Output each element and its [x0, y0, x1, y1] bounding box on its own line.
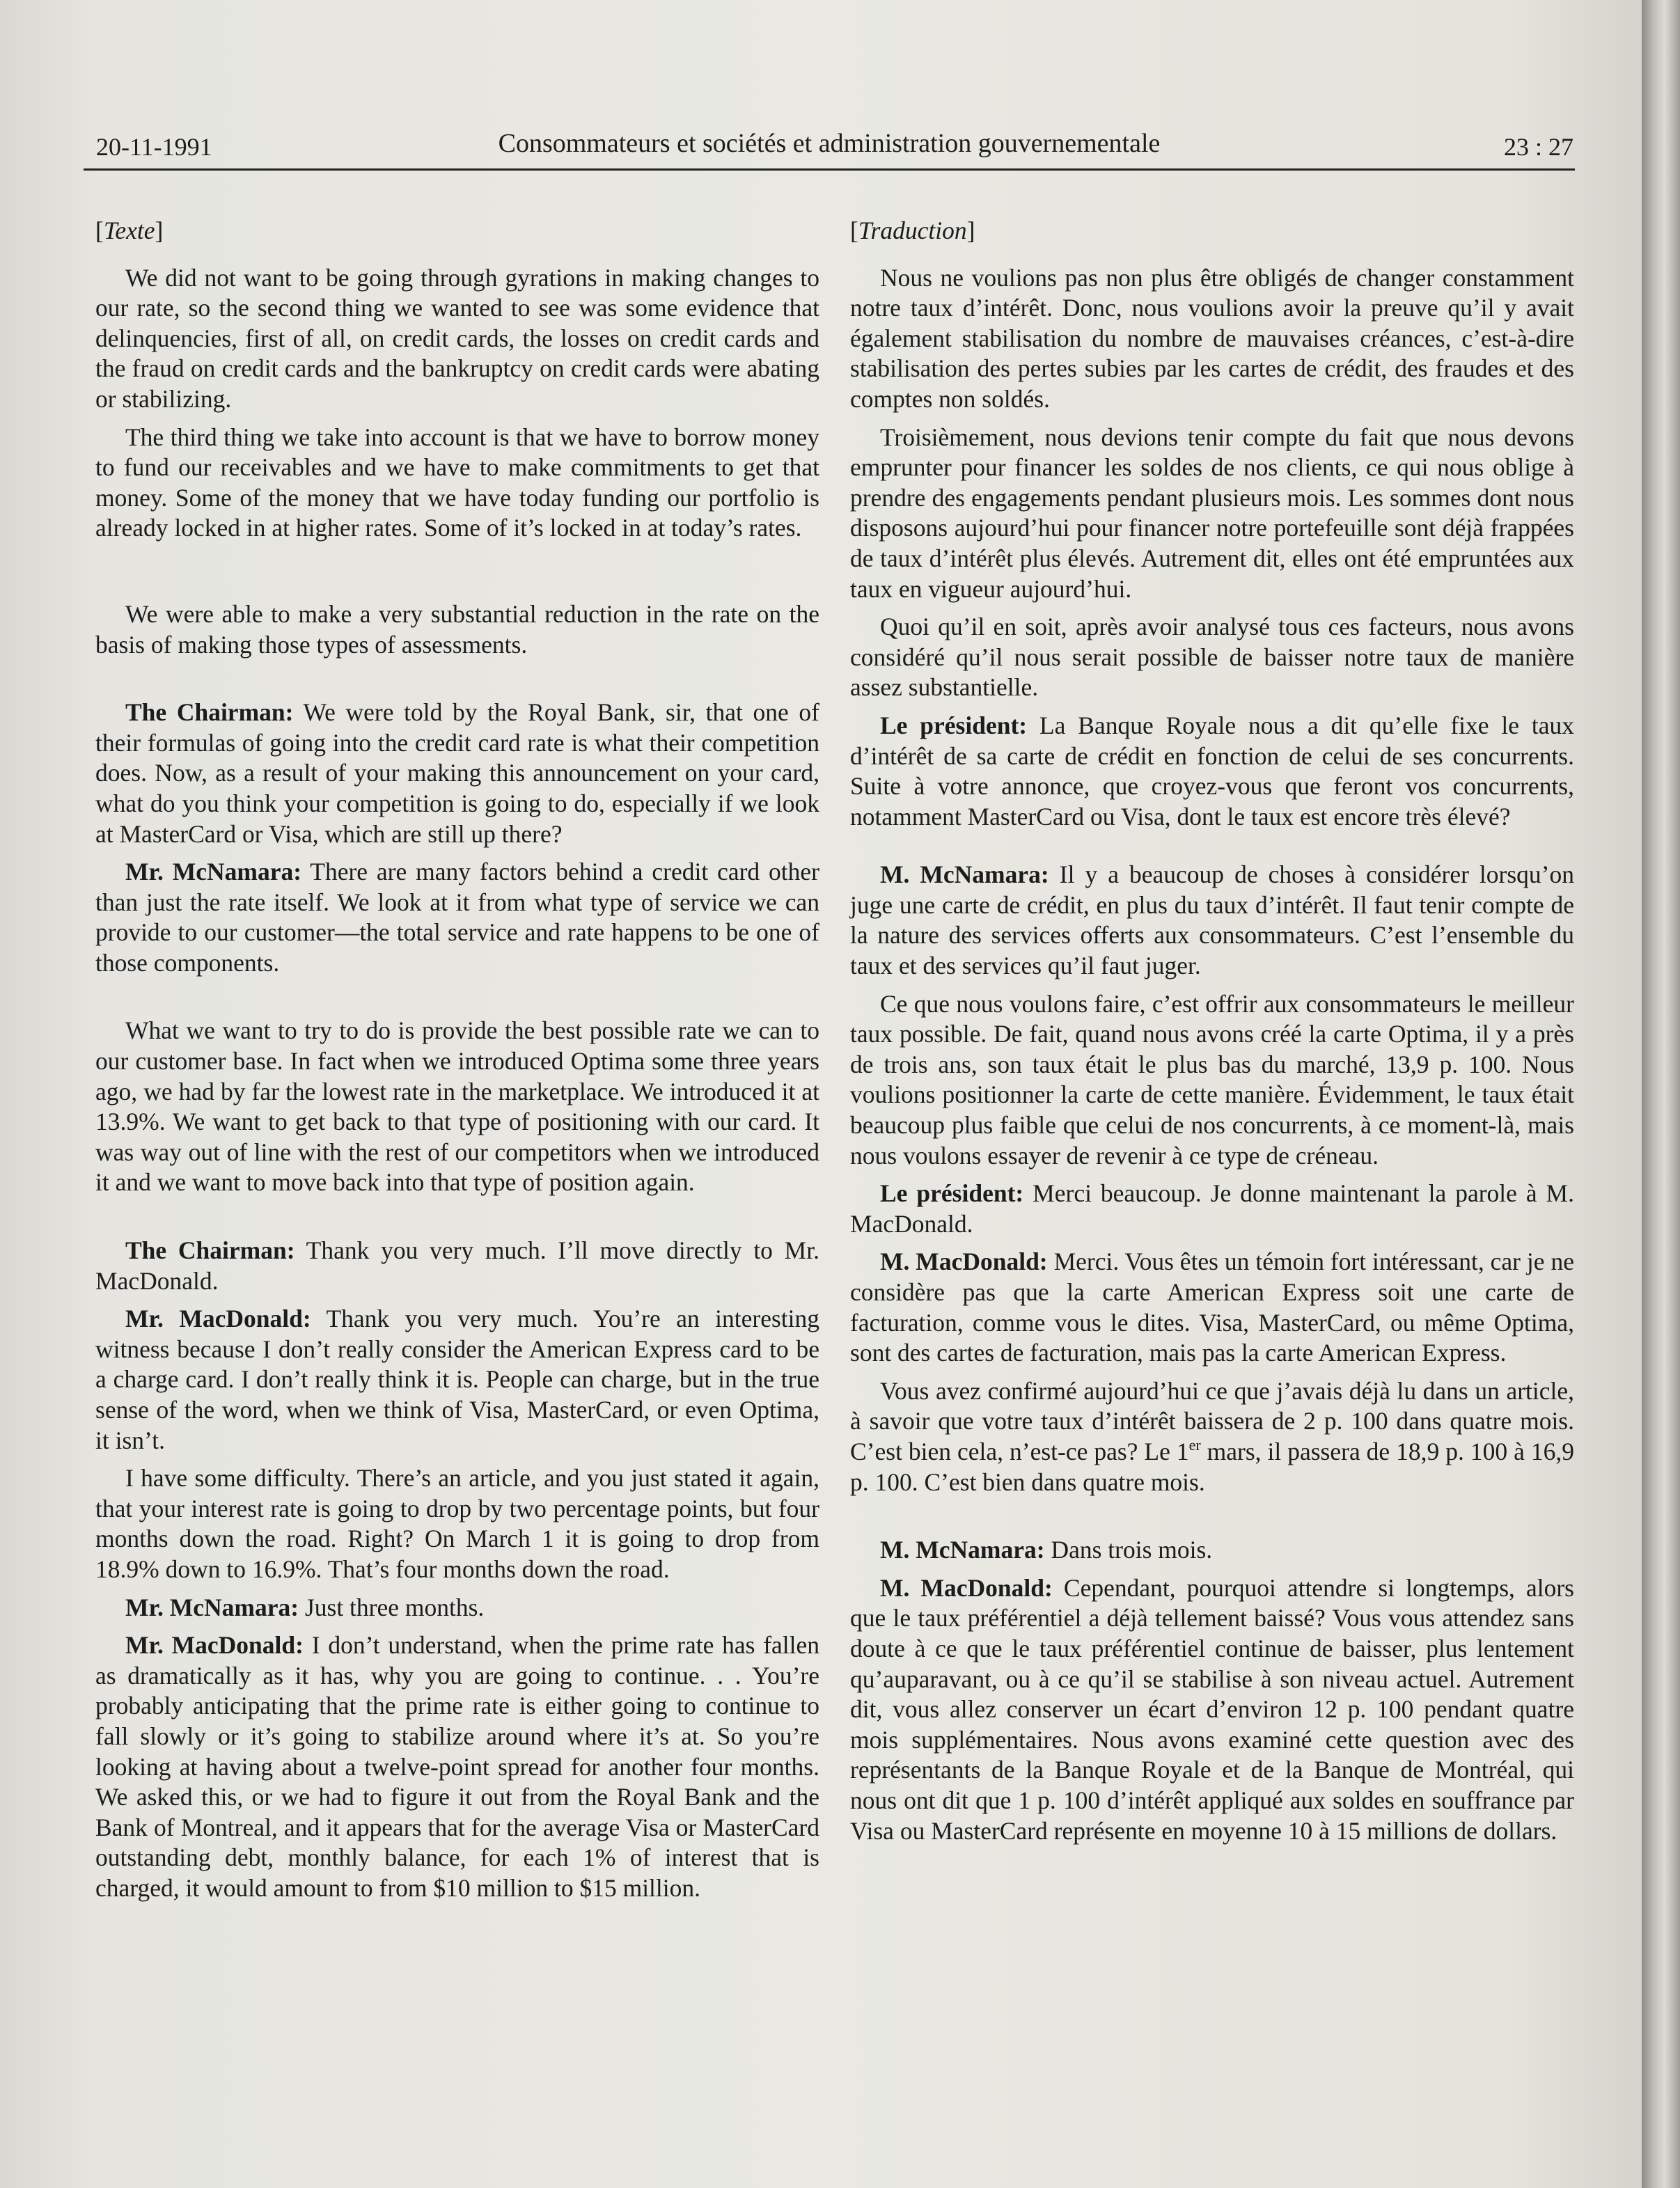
paragraph: Mr. McNamara: There are many factors behind a credit card other than just the rate itself. We look at it from what type of service we can provide to our customer—the total service and rate happens to be one of those components.	[95, 858, 819, 977]
paragraph: The third thing we take into account is that we have to borrow money to fund our receivables and we have to make commitments to get that money. Some of the money that we have today funding our portfolio is already locked in at higher rates. Some of it’s locked in at today’s rates.	[95, 423, 819, 542]
paragraph: Vous avez confirmé aujourd’hui ce que j’avais déjà lu dans un article, à savoir que votre taux d’intérêt baissera de 2 p. 100 dans quatre mois. C’est bien cela, n’est-ce pas? Le 1er mars, il passera de 18,9 p. 100 à 16,9 p. 100. C’est bien dans quatre mois.	[850, 1376, 1574, 1496]
right-column-french	[850, 216, 1574, 1854]
paragraph: The Chairman: We were told by the Royal Bank, sir, that one of their formulas of going into the credit card rate is what their competition does. Now, as a result of your making this announcement on your card, what do you think your competition is going to do, especially if we look at MasterCard or Visa, which are still up there?	[95, 698, 819, 848]
page-edge	[1642, 0, 1680, 2188]
speaker-name: Le président:	[880, 711, 1028, 739]
paragraph: Mr. MacDonald: I don’t understand, when the prime rate has fallen as dramatically as it has, why you are going to continue. . . You’re probably anticipating that the prime rate is either going to continue to fall slowly or it’s going to stabilize around where it’s at. So you’re looking at having about a twelve-point spread for another four months. We asked this, or we had to figure it out from the Royal Bank and the Bank of Montreal, and it appears that for the average Visa or MasterCard outstanding debt, monthly balance, for each 1% of interest that is charged, it would amount to from $10 million to $15 million.	[95, 1631, 819, 1902]
paragraph: M. McNamara: Il y a beaucoup de choses à considérer lorsqu’on juge une carte de crédit, en plus du taux d’intérêt. Il faut tenir compte de la nature des services offerts aux consommateurs. C’est l’ensemble du taux et des services qu’il faut juger.	[850, 860, 1575, 980]
paragraph: The Chairman: Thank you very much. I’ll move directly to Mr. MacDonald.	[95, 1236, 819, 1295]
paragraph: We were able to make a very substantial reduction in the rate on the basis of making those types of assessments.	[95, 599, 819, 659]
page-header	[84, 125, 1575, 171]
paragraph: We did not want to be going through gyrations in making changes to our rate, so the second thing we wanted to see was some evidence that delinquencies, first of all, on credit cards, the losses on credit cards and the fraud on credit cards and the bankruptcy on credit cards were abating or stabilizing.	[95, 263, 819, 413]
header-date: 20-11-1991	[96, 133, 212, 161]
paragraph: M. MacDonald: Merci. Vous êtes un témoin fort intéressant, car je ne considère pas que la carte American Express soit une carte de facturation, comme vous le dites. Visa, MasterCard, ou même Optima, sont des cartes de facturation, mais pas la carte American Express.	[850, 1248, 1574, 1367]
column-label: [Texte]	[95, 217, 164, 244]
speaker-name: Le président:	[880, 1179, 1024, 1208]
speaker-name: Mr. MacDonald:	[125, 1631, 304, 1660]
speaker-name: Mr. McNamara:	[125, 858, 302, 886]
header-page-number: 23 : 27	[1503, 133, 1573, 161]
paragraph: Mr. McNamara: Just three months.	[125, 1593, 485, 1621]
paragraph: Le président: La Banque Royale nous a dit qu’elle fixe le taux d’intérêt de sa carte de crédit en fonction de celui de ses concurrents. Suite à votre annonce, que croyez-vous que feront vos concurrents, notamment MasterCard ou Visa, dont le taux est encore très élevé?	[850, 711, 1574, 831]
paragraph: Ce que nous voulons faire, c’est offrir aux consommateurs le meilleur taux possible. De fait, quand nous avons créé la carte Optima, il y a près de trois ans, son taux était le plus bas du marché, 13,9 p. 100. Nous voulions positionner la carte de cette manière. Évidemment, le taux était beaucoup plus faible que celui de nos concurrents, à ce moment-là, mais nous voulons essayer de revenir à ce type de créneau.	[850, 989, 1574, 1170]
paragraph: Mr. MacDonald: Thank you very much. You’re an interesting witness because I don’t really consider the American Express card to be a charge card. I don’t really think it is. People can charge, but in the true sense of the word, when we think of Visa, MasterCard, or even Optima, it isn’t.	[95, 1305, 820, 1454]
left-column-english	[95, 216, 819, 1912]
paragraph: What we want to try to do is provide the best possible rate we can to our customer base. In fact when we introduced Optima some three years ago, we had by far the lowest rate in the marketplace. We introduced it at 13.9%. We want to get back to that type of positioning with our card. It was way out of line with the rest of our competitors when we introduced it and we want to move back into that type of position again.	[95, 1016, 819, 1197]
speaker-name: The Chairman:	[125, 1236, 295, 1265]
speaker-name: M. McNamara:	[880, 860, 1049, 889]
paragraph: Quoi qu’il en soit, après avoir analysé tous ces facteurs, nous avons considéré qu’il nous serait possible de baisser notre taux de manière assez substantielle.	[850, 613, 1574, 702]
paragraph: I have some difficulty. There’s an article, and you just stated it again, that your interest rate is going to drop by two percentage points, but four months down the road. Right? On March 1 it is going to drop from 18.9% down to 16.9%. That’s four months down the road.	[95, 1464, 819, 1583]
speaker-name: M. MacDonald:	[880, 1573, 1053, 1602]
column-label: [Traduction]	[850, 217, 975, 244]
paragraph: M. McNamara: Dans trois mois.	[880, 1536, 1213, 1564]
speaker-name: M. McNamara:	[880, 1536, 1045, 1564]
speaker-name: M. MacDonald:	[880, 1248, 1048, 1276]
speaker-name: Mr. MacDonald:	[125, 1305, 311, 1333]
speaker-name: Mr. McNamara:	[125, 1593, 299, 1621]
header-title: Consommateurs et sociétés et administration gouvernementale	[498, 129, 1161, 158]
paragraph: M. MacDonald: Cependant, pourquoi attendre si longtemps, alors que le taux préférentiel a déjà tellement baissé? Vous vous attendez sans doute à ce que le taux préférentiel continue de baisser, plus lentement qu’auparavant, ou à ce qu’il se stabilise à son niveau actuel. Autrement dit, vous allez conserver un écart d’environ 12 p. 100 pendant quatre mois supplémentaires. Nous avons examiné cette question avec des représentants de la Banque Royale et de la Banque de Montréal, qui nous ont dit que 1 p. 100 d’intérêt appliqué aux soldes en souffrance par Visa ou MasterCard représente en moyenne 10 à 15 millions de dollars.	[850, 1573, 1574, 1845]
speaker-name: The Chairman:	[125, 698, 294, 727]
paragraph: Troisièmement, nous devions tenir compte du fait que nous devons emprunter pour financer les soldes de nos clients, ce qui nous oblige à prendre des engagements pendant plusieurs mois. Les sommes dont nous disposons aujourd’hui pour financer notre portefeuille sont déjà frappées de taux d’intérêt plus élevés. Autrement dit, elles ont été empruntées aux taux en vigueur aujourd’hui.	[850, 423, 1574, 603]
paragraph: Le président: Merci beaucoup. Je donne maintenant la parole à M. MacDonald.	[850, 1179, 1574, 1238]
paragraph: Nous ne voulions pas non plus être obligés de changer constamment notre taux d’intérêt. Donc, nous voulions avoir la preuve qu’il y avait également stabilisation du nombre de mauvaises créances, c’est-à-dire stabilisation des pertes subies par les cartes de crédit, des fraudes et des comptes non soldés.	[850, 263, 1574, 413]
